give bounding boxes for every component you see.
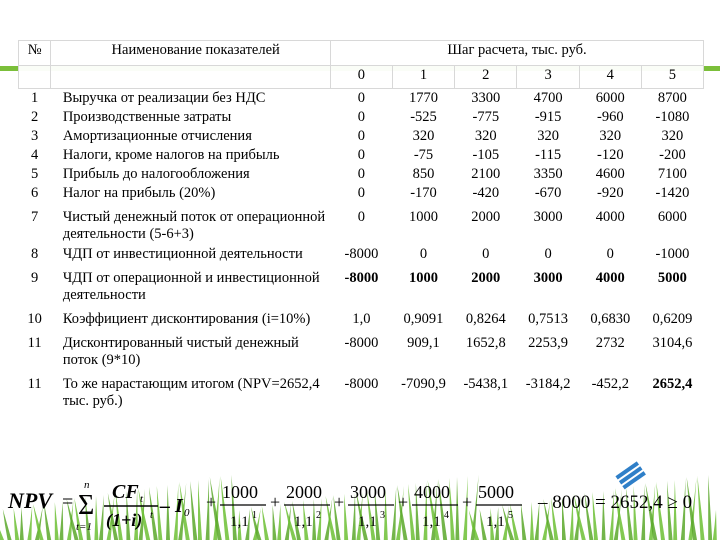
row-number: 2 xyxy=(31,109,39,125)
sum-upper: n xyxy=(84,479,90,491)
row-value: 1652,8 xyxy=(465,335,506,351)
row-value: -960 xyxy=(597,109,624,125)
row-value: -7090,9 xyxy=(401,376,446,392)
table-row xyxy=(19,108,704,127)
row-value: -1000 xyxy=(655,246,690,262)
cash-flow-table xyxy=(18,40,704,411)
plus-sign: + xyxy=(206,492,217,512)
row-value: -670 xyxy=(534,185,562,201)
investment-subscript: 0 xyxy=(184,507,190,519)
term-denominator: 1,1 xyxy=(422,514,441,530)
row-value: 2000 xyxy=(471,270,501,286)
term-numerator: 3000 xyxy=(350,482,386,502)
row-value: -8000 xyxy=(344,270,379,286)
row-value: -452,2 xyxy=(591,376,630,392)
row-value: 1770 xyxy=(408,90,438,106)
row-value: 0 xyxy=(357,90,366,106)
row-value: 4000 xyxy=(595,270,625,286)
term-exponent: 1 xyxy=(252,510,257,521)
row-value: -170 xyxy=(410,185,437,201)
row-value: -420 xyxy=(472,185,500,201)
step-5: 5 xyxy=(641,66,703,89)
step-1: 1 xyxy=(392,66,454,89)
row-label: Выручка от реализации без НДС xyxy=(62,90,266,106)
row-value: 4600 xyxy=(595,166,625,182)
row-value: -8000 xyxy=(344,335,379,351)
row-value: 0 xyxy=(419,246,428,262)
step-3: 3 xyxy=(517,66,579,89)
row-number: 8 xyxy=(31,246,39,262)
row-value: 0 xyxy=(357,147,366,163)
row-value: 2100 xyxy=(471,166,501,182)
table-row xyxy=(19,165,704,184)
row-label: То же нарастающим итогом (NPV=2652,4 тыс. руб.) xyxy=(62,376,320,409)
row-value: -5438,1 xyxy=(463,376,509,392)
denominator-exponent: t xyxy=(150,510,153,521)
table-row xyxy=(19,127,704,146)
row-value: 0 xyxy=(544,246,552,262)
row-value: 1000 xyxy=(408,270,438,286)
term-numerator: 2000 xyxy=(286,482,322,502)
npv-formula xyxy=(0,478,720,540)
row-value: 4700 xyxy=(533,90,563,106)
row-label: Коэффициент дисконтирования (i=10%) xyxy=(62,311,311,327)
table-row xyxy=(19,329,704,370)
row-value: 6000 xyxy=(595,90,625,106)
row-value: 320 xyxy=(661,128,684,144)
row-number: 1 xyxy=(31,90,39,106)
row-value: -1420 xyxy=(655,185,690,201)
row-number: 7 xyxy=(31,209,39,225)
row-number: 6 xyxy=(31,185,39,201)
row-value: -120 xyxy=(597,147,624,163)
row-label: Налог на прибыль (20%) xyxy=(62,185,216,201)
row-value: 0,7513 xyxy=(528,311,569,327)
table-row xyxy=(19,305,704,329)
step-numbers-row xyxy=(19,66,704,89)
row-value: -1080 xyxy=(655,109,690,125)
table-row xyxy=(19,184,704,203)
row-value: 7100 xyxy=(657,166,687,182)
row-value: -915 xyxy=(534,109,562,125)
term-exponent: 4 xyxy=(444,510,449,521)
row-value: 320 xyxy=(537,128,559,144)
row-value: 0,9091 xyxy=(403,311,444,327)
term-denominator: 1,1 xyxy=(358,514,377,530)
cf-subscript: t xyxy=(140,493,144,505)
row-value: -75 xyxy=(413,147,434,163)
row-value: -775 xyxy=(472,109,500,125)
row-value: 0,8264 xyxy=(465,311,506,327)
row-value: 3104,6 xyxy=(652,335,693,351)
plus-sign: + xyxy=(462,492,473,512)
formula-eq: = xyxy=(62,491,74,513)
row-value: 3000 xyxy=(533,209,563,225)
cf-symbol: CF xyxy=(112,481,139,503)
row-value: 909,1 xyxy=(407,335,440,351)
row-value: -8000 xyxy=(344,376,379,392)
row-value: 1,0 xyxy=(352,311,371,327)
row-label: Амортизационные отчисления xyxy=(62,128,252,144)
row-number: 9 xyxy=(31,270,39,286)
row-value: 1000 xyxy=(408,209,438,225)
denominator: (1+i) xyxy=(106,510,143,530)
formula-tail: – 8000 = 2652,4 ≥ 0 xyxy=(538,492,693,513)
header-step: Шаг расчета, тыс. руб. xyxy=(331,41,704,66)
row-value: 0 xyxy=(357,209,366,225)
row-value: -115 xyxy=(535,147,562,163)
row-value: 320 xyxy=(412,128,435,144)
step-2: 2 xyxy=(455,66,517,89)
row-value: 5000 xyxy=(657,270,687,286)
row-number: 4 xyxy=(31,147,39,163)
row-number: 3 xyxy=(31,128,39,144)
term-exponent: 2 xyxy=(316,510,321,521)
row-value: 0 xyxy=(357,166,366,182)
row-value: 8700 xyxy=(657,90,687,106)
term-denominator: 1,1 xyxy=(230,514,249,530)
row-value: 3300 xyxy=(471,90,501,106)
table-row xyxy=(19,244,704,264)
row-value: 0 xyxy=(606,246,614,262)
row-value: 3350 xyxy=(533,166,563,182)
row-value: 2253,9 xyxy=(528,335,569,351)
row-label: Налоги, кроме налогов на прибыль xyxy=(62,147,280,163)
row-value: 2000 xyxy=(471,209,501,225)
row-value: -3184,2 xyxy=(525,376,571,392)
term-exponent: 5 xyxy=(508,510,513,521)
row-value: -105 xyxy=(472,147,500,163)
step-4: 4 xyxy=(579,66,641,89)
row-value: 0 xyxy=(357,109,366,125)
row-label: Чистый денежный поток от операционной деятельности (5-6+3) xyxy=(62,209,326,242)
row-number: 11 xyxy=(27,335,42,351)
row-value: 0 xyxy=(357,128,366,144)
row-label: ЧДП от инвестиционной деятельности xyxy=(62,246,303,262)
row-value: 0,6209 xyxy=(652,311,693,327)
header-name: Наименование показателей xyxy=(51,41,331,66)
plus-sign: + xyxy=(334,492,345,512)
step-row-name xyxy=(51,66,331,89)
term-denominator: 1,1 xyxy=(486,514,505,530)
table-row xyxy=(19,203,704,244)
term-exponent: 3 xyxy=(380,510,385,521)
npv-label: NPV xyxy=(8,488,52,513)
sum-lower: t=1 xyxy=(76,521,92,533)
row-value: 850 xyxy=(412,166,435,182)
header-num: № xyxy=(19,41,51,66)
row-value: 0,6830 xyxy=(590,311,631,327)
term-denominator: 1,1 xyxy=(294,514,313,530)
step-row-num xyxy=(19,66,51,89)
row-value: 6000 xyxy=(657,209,687,225)
term-numerator: 4000 xyxy=(414,482,450,502)
row-number: 10 xyxy=(27,311,42,327)
row-value: 2652,4 xyxy=(652,376,693,392)
term-numerator: 1000 xyxy=(222,482,258,502)
step-0: 0 xyxy=(331,66,393,89)
row-value: 320 xyxy=(474,128,497,144)
row-number: 11 xyxy=(27,376,42,392)
row-value: -920 xyxy=(597,185,624,201)
row-number: 5 xyxy=(31,166,39,182)
plus-sign: + xyxy=(398,492,409,512)
table-row xyxy=(19,146,704,165)
row-value: -8000 xyxy=(344,246,379,262)
row-value: -525 xyxy=(410,109,437,125)
sigma-symbol: Σ xyxy=(78,490,95,521)
row-value: 320 xyxy=(599,128,622,144)
row-value: -200 xyxy=(659,147,686,163)
data-table-container xyxy=(18,40,704,411)
row-value: 4000 xyxy=(595,209,625,225)
table-header-row xyxy=(19,41,704,66)
plus-sign: + xyxy=(270,492,281,512)
row-value: 0 xyxy=(482,246,490,262)
row-value: 2732 xyxy=(595,335,625,351)
row-label: ЧДП от операционной и инвестиционной деятельности xyxy=(62,270,320,303)
row-label: Производственные затраты xyxy=(62,109,232,125)
row-value: 3000 xyxy=(533,270,563,286)
row-value: 0 xyxy=(357,185,366,201)
table-row xyxy=(19,264,704,305)
row-label: Прибыль до налогообложения xyxy=(62,166,250,182)
investment-term: – I xyxy=(160,495,183,517)
row-label: Дисконтированный чистый денежный поток (9*10) xyxy=(62,335,299,368)
table-row xyxy=(19,370,704,411)
term-numerator: 5000 xyxy=(478,482,514,502)
table-row xyxy=(19,89,704,109)
